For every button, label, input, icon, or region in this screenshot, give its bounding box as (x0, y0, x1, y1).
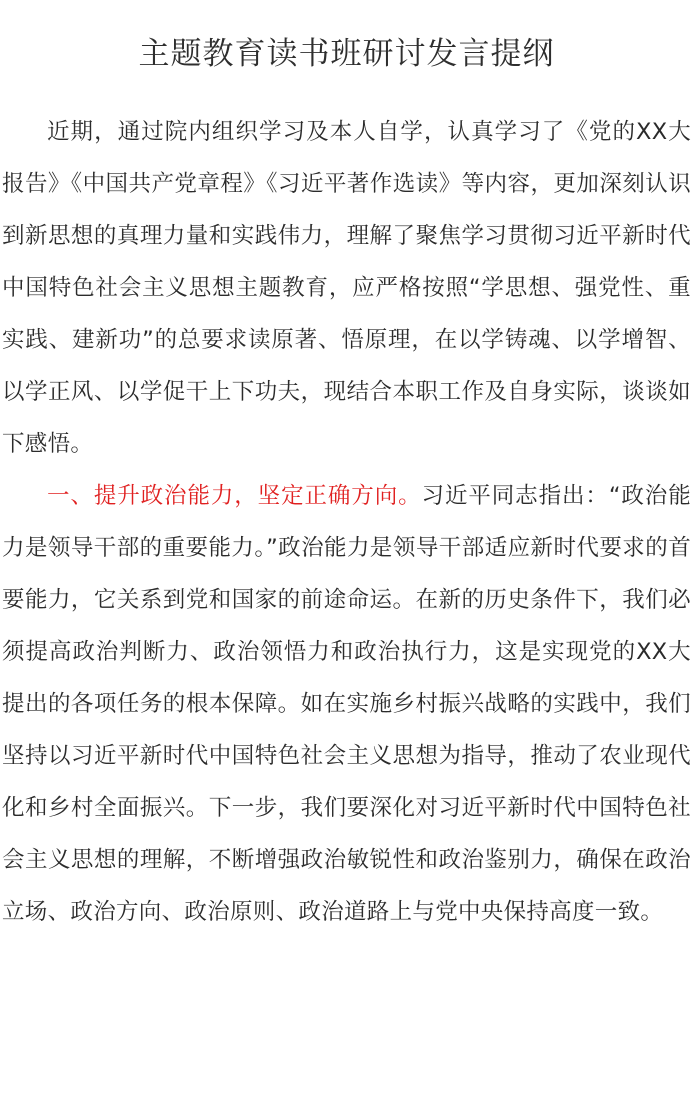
section-1-heading: 一、提升政治能力，坚定正确方向。 (47, 483, 422, 509)
document-body (2, 106, 691, 938)
section-1-text: 习近平同志指出：“政治能力是领导干部的重要能力。”政治能力是领导干部适应新时代要求的首要能力，它关系到党和国家的前途命运。在新的历史条件下，我们必须提高政治判断力、政治领悟力和政治执行力，这是实现党的XX大提出的各项任务的根本保障。如在实施乡村振兴战略的实践中，我们坚持以习近平新时代中国特色社会主义思想为指导，推动了农业现代化和乡村全面振兴。下一步，我们要深化对习近平新时代中国特色社会主义思想的理解，不断增强政治敏锐性和政治鉴别力，确保在政治立场、政治方向、政治原则、政治道路上与党中央保持高度一致。 (2, 483, 691, 925)
document-title: 主题教育读书班研讨发言提纲 (138, 36, 555, 72)
paragraph-intro-text: 近期，通过院内组织学习及本人自学，认真学习了《党的XX大报告》《中国共产党章程》《习近平著作选读》等内容，更加深刻认识到新思想的真理力量和实践伟力，理解了聚焦学习贯彻习近平新时代中国特色社会主义思想主题教育，应严格按照“学思想、强党性、重实践、建新功”的总要求读原著、悟原理，在以学铸魂、以学增智、以学正风、以学促干上下功夫，现结合本职工作及自身实际，谈谈如下感悟。 (2, 119, 691, 457)
paragraph-intro (2, 106, 691, 470)
paragraph-section-1 (2, 470, 691, 938)
